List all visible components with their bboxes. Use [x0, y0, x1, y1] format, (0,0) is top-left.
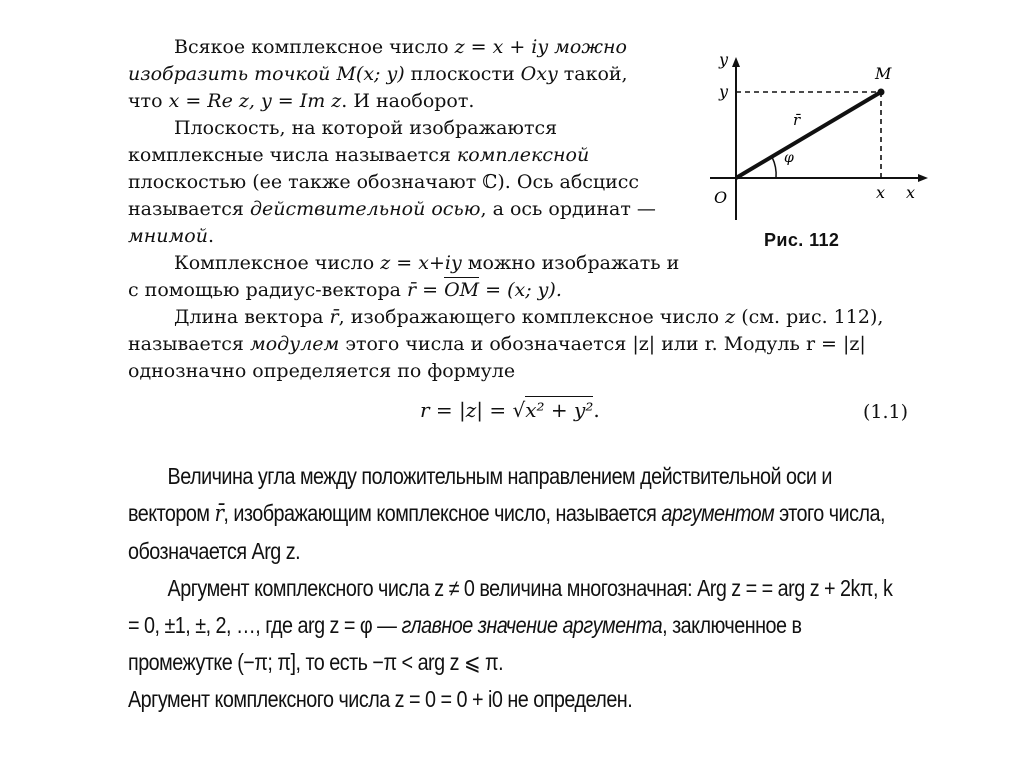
- paragraph-2: [128, 115, 658, 250]
- math-re-im: x = Re z, y = Im z: [168, 90, 342, 112]
- text: такой, что: [128, 63, 628, 112]
- paragraph-4: [128, 304, 918, 385]
- text: этого числа и обозначается |z| или r. Модуль r = |z| однозначно определяется по формуле: [128, 333, 866, 382]
- text: Длина вектора: [174, 306, 330, 328]
- paragraph-1: [128, 34, 658, 115]
- italic-text: модулем: [249, 333, 340, 355]
- y-axis-label: y: [719, 50, 729, 69]
- text: Величина угла между положительным направлением действительной оси и вектором: [128, 463, 832, 526]
- italic-text: главное значение аргумента: [401, 612, 663, 638]
- x-axis-arrow: [918, 174, 928, 182]
- text: (см. рис. 112), называется: [128, 306, 884, 355]
- math-r: r̄: [214, 501, 224, 527]
- bottom-paragraph-1: [128, 458, 902, 570]
- math-om-vector: OM: [444, 279, 480, 301]
- formula-number: (1.1): [862, 401, 908, 423]
- origin-label: O: [714, 188, 728, 207]
- math-z-eq: z = x+iy: [380, 252, 462, 274]
- sqrt: √x² + y²: [512, 398, 594, 422]
- angle-arc: [772, 157, 776, 178]
- math-z: z: [725, 306, 736, 328]
- complex-plane-figure: [690, 45, 930, 260]
- text: плоскости: [404, 63, 521, 85]
- text: Аргумент комплексного числа z ≠ 0 величина многозначная: Arg z = = arg z + 2kπ, k = 0, ±1, ±, 2, …, где arg z = φ —: [128, 575, 893, 638]
- italic-text: комплексной: [456, 144, 590, 166]
- math-vector: r̄ =: [406, 279, 445, 301]
- text: Всякое комплексное число: [174, 36, 455, 58]
- italic-text: аргументом: [661, 500, 775, 526]
- angle-label: φ: [784, 150, 794, 166]
- radius-vector: [736, 92, 881, 178]
- text: , изображающим комплексное число, называется: [223, 500, 662, 526]
- bottom-paragraph-2: [128, 570, 902, 681]
- formula-lhs: r = |z| =: [420, 398, 513, 422]
- x-tick-label: x: [876, 183, 886, 202]
- vector-label: r̄: [793, 111, 801, 129]
- text: , а ось ординат —: [480, 198, 656, 220]
- math-r: r̄: [329, 306, 339, 328]
- text: , заключенное в промежутке (−π; π], то есть −π < arg z ⩽ π.: [128, 612, 802, 675]
- formula-row: [128, 391, 918, 445]
- math-coords: = (x; y).: [479, 279, 562, 301]
- math-z-eq: z = x + iy: [454, 36, 549, 58]
- bottom-text-block: [128, 458, 893, 718]
- text: Комплексное число: [174, 252, 381, 274]
- text: плоскостью (ее также обозначают ℂ). Ось абсцисс называется: [128, 171, 640, 220]
- math-oxy: Oxy: [520, 63, 558, 85]
- text: .: [207, 225, 214, 247]
- text: , изображающего комплексное число: [338, 306, 726, 328]
- modulus-formula: [420, 397, 600, 424]
- bottom-paragraph-3: Аргумент комплексного числа z = 0 = 0 + i0 не определен.: [128, 686, 633, 712]
- paragraph-3: [128, 250, 688, 304]
- point-m-label: M: [875, 64, 892, 83]
- text: .: [593, 398, 600, 422]
- x-axis-label: x: [906, 183, 916, 202]
- figure-caption: Рис. 112: [764, 230, 840, 250]
- math-point: M(x; y): [336, 63, 405, 85]
- radicand: x² + y²: [525, 398, 594, 422]
- y-axis-arrow: [732, 57, 740, 67]
- italic-text: можно изобразить точкой: [128, 36, 627, 85]
- text: этого числа, обозначается Arg z.: [128, 500, 885, 564]
- text: можно изображать и с помощью радиус-вектора: [128, 252, 680, 301]
- text: Плоскость, на которой изображаются комплексные числа называется: [128, 117, 558, 166]
- italic-text: мнимой: [128, 225, 208, 247]
- figure-svg: [690, 45, 930, 225]
- text: . И наоборот.: [341, 90, 475, 112]
- y-tick-label: y: [719, 82, 729, 101]
- italic-text: действительной осью: [249, 198, 481, 220]
